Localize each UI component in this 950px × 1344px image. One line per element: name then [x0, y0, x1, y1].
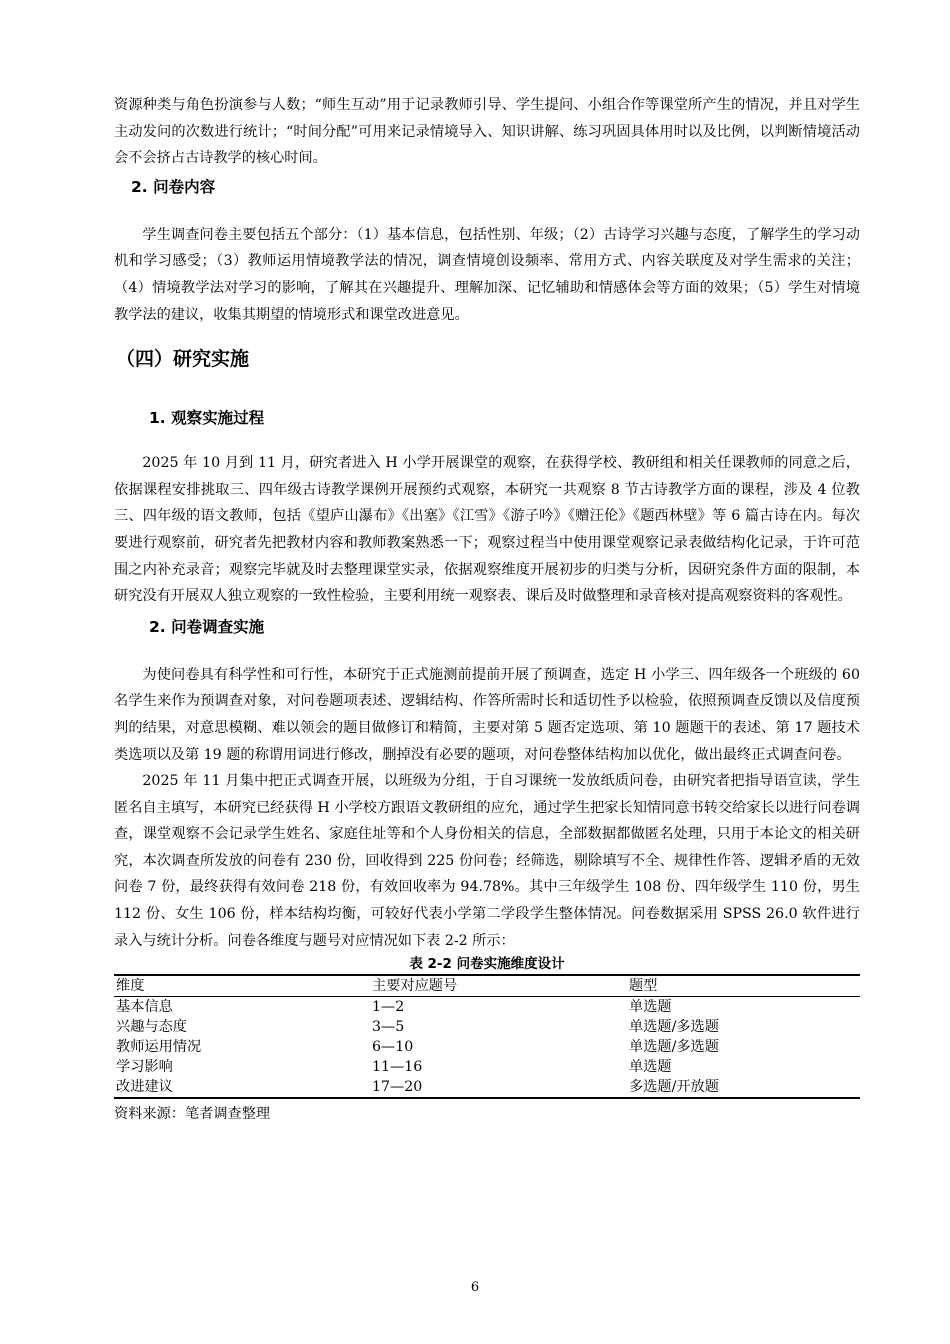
heading-questionnaire-content: 2. 问卷内容 [131, 177, 216, 196]
table-cell: 11—16 [372, 1059, 423, 1076]
table-source-note: 资料来源：笔者调查整理 [114, 1106, 271, 1123]
table-row [114, 997, 860, 1018]
table-cell: 教师运用情况 [116, 1039, 202, 1056]
heading-survey-implementation: 2. 问卷调查实施 [149, 617, 265, 636]
table-cell: 6—10 [372, 1039, 414, 1056]
paragraph-formal-survey: 2025 年 11 月集中把正式调查开展，以班级为分组，于自习课统一发放纸质问卷，由研究者把指导语宣读，学生匿名自主填写，本研究已经获得 H 小学校方跟语文教研组的应允，通过学生把家长知情同意书转交给家长以进行问卷调查，课堂观察不会记录学生姓名、家庭住址等和个人身份相关的信息，全部数据都做匿名处理，只用于本论文的相关研究，本次调查所发放的问卷有 230 份，回收得到 225 份问卷；经筛选，剔除填写不全、规律性作答、逻辑矛盾的无效问卷 7 份，最终获得有效问卷 218 份，有效回收率为 94.78%。其中三年级学生 108 份、四年级学生 110 份，男生 112 份、女生 106 份，样本结构均衡，可较好代表小学第二学段学生整体情况。问卷数据采用 SPSS 26.0 软件进行录入与统计分析。问卷各维度与题号对应情况如下表 2-2 所示： [114, 773, 860, 949]
table-cell: 1—2 [372, 999, 405, 1016]
table-row [114, 1057, 860, 1077]
table-header-cell: 题型 [629, 978, 658, 995]
table-cell: 单选题 [629, 1059, 672, 1076]
table-caption: 表 2-2 问卷实施维度设计 [409, 956, 565, 973]
paragraph-pilot-survey: 为使问卷具有科学性和可行性，本研究于正式施测前提前开展了预调查，选定 H 小学三、四年级各一个班级的 60 名学生来作为预调查对象，对问卷题项表述、逻辑结构、作答所需时长和适切性予以检验，依照预调查反馈以及信度预判的结果，对意思模糊、难以领会的题目做修订和精简，主要对第 5 题否定选项、第 10 题题干的表述、第 17 题技术类选项以及第 19 题的称谓用词进行修改，删掉没有必要的题项，对问卷整体结构加以优化，做出最终正式调查问卷。 [114, 666, 860, 763]
table-cell: 单选题/多选题 [629, 1019, 719, 1036]
table-cell: 17—20 [372, 1079, 423, 1096]
paragraph-observation-dimensions: 资源种类与角色扮演参与人数；“师生互动”用于记录教师引导、学生提问、小组合作等课堂所产生的情况，并且对学生主动发问的次数进行统计；“时间分配”可用来记录情境导入、知识讲解、练习巩固具体用时以及比例，以判断情境活动会不会挤占古诗教学的核心时间。 [114, 97, 860, 167]
table-cell: 改进建议 [116, 1079, 173, 1096]
dimension-table [114, 974, 860, 1099]
table-cell: 学习影响 [116, 1059, 173, 1076]
table-header-cell: 主要对应题号 [372, 978, 458, 995]
table-cell: 单选题/多选题 [629, 1039, 719, 1056]
table-header-row [114, 975, 860, 997]
paragraph-observation-process: 2025 年 10 月到 11 月，研究者进入 H 小学开展课堂的观察，在获得学校、教研组和相关任课教师的同意之后，依据课程安排挑取三、四年级古诗教学课例开展预约式观察，本研究一共观察 8 节古诗教学方面的课程，涉及 4 位教三、四年级的语文教师，包括《望庐山瀑布》《出塞》《江雪》《游子吟》《赠汪伦》《题西林壁》等 6 篇古诗在内。每次要进行观察前，研究者先把教材内容和教师教案熟悉一下；观察过程当中使用课堂观察记录表做结构化记录，于许可范围之内补充录音；观察完毕就及时去整理课堂实录，依据观察维度开展初步的归类与分析，因研究条件方面的限制，本研究没有开展双人独立观察的一致性检验，主要利用统一观察表、课后及时做整理和录音核对提高观察资料的客观性。 [114, 455, 860, 605]
paragraph-questionnaire-parts: 学生调查问卷主要包括五个部分：（1）基本信息，包括性别、年级；（2）古诗学习兴趣与态度，了解学生的学习动机和学习感受；（3）教师运用情境教学法的情况，调查情境创设频率、常用方式、内容关联度及对学生需求的关注；（4）情境教学法对学习的影响，了解其在兴趣提升、理解加深、记忆辅助和情感体会等方面的效果；（5）学生对情境教学法的建议，收集其期望的情境形式和课堂改进意见。 [114, 226, 860, 323]
table-header-cell: 维度 [116, 978, 145, 995]
table-cell: 兴趣与态度 [116, 1019, 187, 1036]
page-content [114, 92, 860, 1125]
table-cell: 3—5 [372, 1019, 405, 1036]
table-cell: 单选题 [629, 999, 672, 1016]
table-row [114, 1037, 860, 1057]
page-number: 6 [470, 1280, 480, 1295]
heading-research-implementation: （四）研究实施 [116, 348, 250, 371]
table-cell: 基本信息 [116, 999, 173, 1016]
heading-observation-process: 1. 观察实施过程 [149, 409, 265, 428]
table-row [114, 1017, 860, 1037]
table-cell: 多选题/开放题 [629, 1079, 719, 1096]
table-row [114, 1077, 860, 1098]
